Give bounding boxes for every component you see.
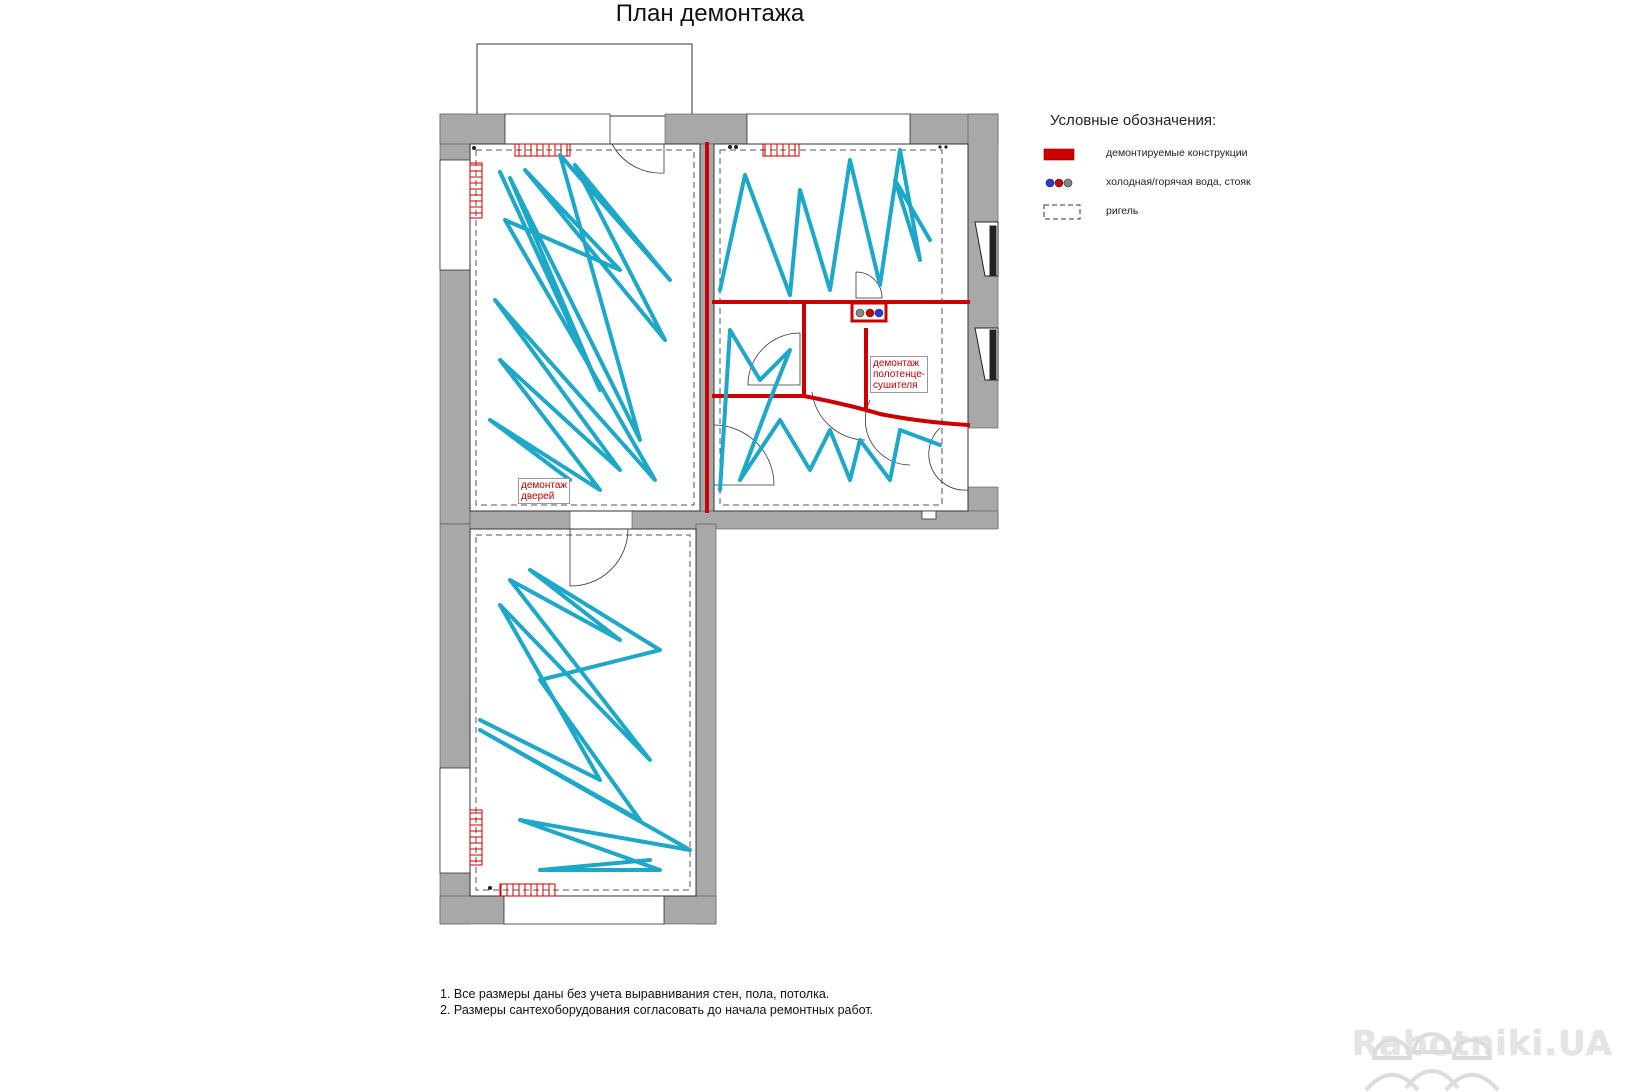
riser-icon [856, 309, 883, 317]
label-demolish-doors: демонтаж дверей [518, 478, 570, 504]
vent-mark [922, 511, 936, 519]
note-line: 1. Все размеры даны без учета выравнивания стен, пола, потолка. [440, 987, 830, 1001]
legend-title: Условные обозначения: [1050, 112, 1217, 129]
balcony [477, 44, 692, 116]
legend-label: ригель [1106, 205, 1139, 217]
workers-logo-icon [1352, 1022, 1512, 1092]
note-line: 2. Размеры сантехоборудования согласовать до начала ремонтных работ. [440, 1003, 874, 1017]
water-riser-icon [1040, 174, 1090, 192]
legend-item [1040, 145, 1340, 174]
label-demolish-towel-dryer: демонтаж полотенце- сушителя [870, 356, 928, 393]
notes [440, 986, 873, 1018]
legend-item [1040, 203, 1340, 232]
legend-label: демонтируемые конструкции [1106, 147, 1248, 159]
watermark-text: Rabotniki.UA [1352, 1024, 1613, 1064]
legend [1040, 112, 1340, 232]
dashed-rect-icon [1040, 203, 1090, 221]
legend-item [1040, 174, 1340, 203]
legend-label: холодная/горячая вода, стояк [1106, 176, 1251, 188]
red-rect-icon [1040, 145, 1090, 163]
page-title: План демонтажа [615, 0, 805, 27]
watermark [1352, 1022, 1612, 1064]
